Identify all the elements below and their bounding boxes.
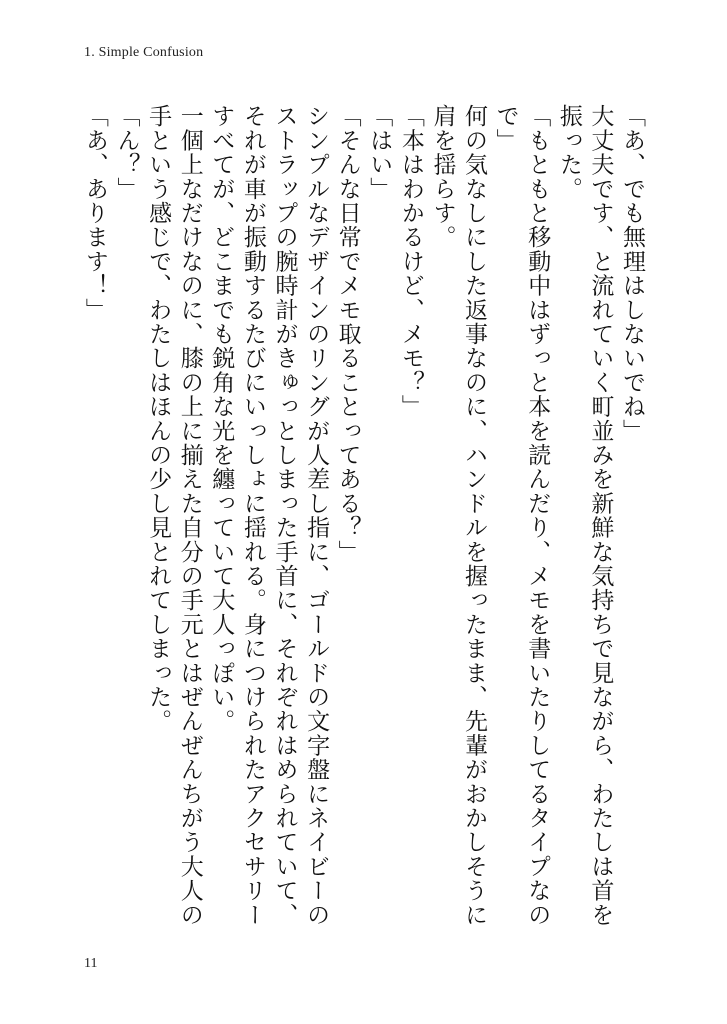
paragraph: 大丈夫です、と流れていく町並みを新鮮な気持ちで見ながら、わたしは首を振った。	[555, 104, 614, 927]
paragraph: 「本はわかるけど、メモ？」	[397, 104, 424, 419]
paragraph: 何の気なしにした返事なのに、ハンドルを握ったまま、先輩がおかしそうに肩を揺らす。	[429, 104, 488, 927]
running-head: 1. Simple Confusion	[84, 45, 204, 60]
paragraph: 一個上なだけなのに、膝の上に揃えた自分の手元とはぜんぜんちがう大人の手という感じで、わたしはほんの少し見とれてしまった。	[145, 104, 203, 927]
page-number: 11	[84, 956, 98, 971]
paragraph: 「そんな日常でメモ取ることってある？」	[334, 104, 361, 564]
paragraph: 「あ、あります！」	[81, 104, 108, 322]
paragraph: 「はい」	[366, 104, 393, 201]
paragraph: シンプルなデザインのリングが人差し指に、ゴールドの文字盤にネイビーのストラップの腕時計がきゅっとしまった手首に、それぞれはめられていて、それが車が振動するたびにいっしょに揺れる。身につけられたアクセサリーすべてが、どこまでも鋭角な光を纏っていて大人っぽい。	[208, 104, 330, 927]
paragraph: 「もともと移動中はずっと本を読んだり、メモを書いたりしてるタイプなので」	[492, 104, 551, 927]
body-text	[78, 104, 647, 934]
paragraph: 「ん？」	[113, 104, 140, 201]
paragraph: 「あ、でも無理はしないでね」	[619, 104, 645, 443]
